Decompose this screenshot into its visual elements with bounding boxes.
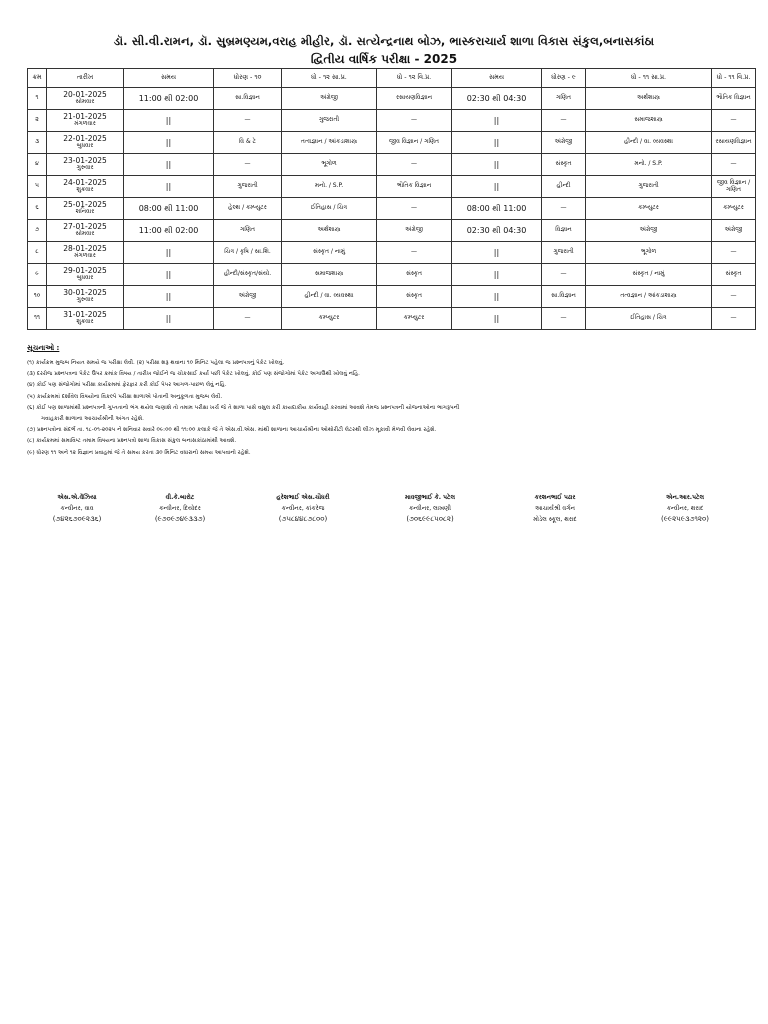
cell-std-11-arts: સંસ્કૃત / નામું	[586, 264, 712, 286]
cell-std-11-arts: સમાજશાસ્ત્ર	[586, 110, 712, 132]
document-subtitle: દ્વિતીય વાર્ષિક પરીક્ષા - 2025	[310, 52, 458, 66]
header-std-11-science: ધો - ૧૧ વિ.પ્ર.	[712, 69, 756, 88]
cell-std-12-science: સંસ્કૃત	[377, 264, 452, 286]
cell-std-12-arts: કમ્પ્યુટર	[282, 308, 377, 330]
signatory-name: એસ.એ.વેંઝિયા	[57, 494, 97, 501]
cell-std-10: સા.વિજ્ઞાન	[214, 88, 282, 110]
header-std-11-arts: ધો - ૧૧ સા.પ્ર.	[586, 69, 712, 88]
cell-std-11-science: —	[712, 286, 756, 308]
cell-std-10: અંગ્રેજી	[214, 286, 282, 308]
cell-date	[47, 176, 124, 198]
cell-time-2: ||	[452, 286, 542, 308]
signatory-school: મોડેલ સ્કૂલ, થરાદ	[533, 516, 577, 523]
header-time-1: સમય	[124, 69, 214, 88]
cell-std-9: ગણિત	[542, 88, 586, 110]
table-row	[28, 176, 756, 198]
cell-std-12-science: કમ્પ્યુટર	[377, 308, 452, 330]
cell-std-10: વિ & ટે	[214, 132, 282, 154]
cell-std-12-science: —	[377, 198, 452, 220]
cell-time-2: ||	[452, 264, 542, 286]
table-header-row	[28, 69, 756, 88]
cell-std-11-arts: મનો. / S.P.	[586, 154, 712, 176]
table-row	[28, 242, 756, 264]
header-std-12-science: ધો - ૧૨ વિ.પ્ર.	[377, 69, 452, 88]
cell-sr-no: ૭	[28, 220, 47, 242]
cell-std-10: ગણિત	[214, 220, 282, 242]
cell-sr-no: ૧૦	[28, 286, 47, 308]
signatory-name: હરેશભાઈ એસ.ચૌધરી	[276, 494, 330, 501]
cell-std-10: હીન્દી/સંસ્કૃત/સંયો.	[214, 264, 282, 286]
cell-date	[47, 308, 124, 330]
cell-std-10: ચિત્ર / કૃષિ / સા.શિ.	[214, 242, 282, 264]
cell-date	[47, 154, 124, 176]
cell-time-1: ||	[124, 154, 214, 176]
cell-time-2: 08:00 થી 11:00	[452, 198, 542, 220]
cell-sr-no: ૮	[28, 242, 47, 264]
cell-std-11-arts: હીન્દી / વા. વ્યવસ્થા	[586, 132, 712, 154]
cell-date	[47, 242, 124, 264]
cell-std-9: —	[542, 264, 586, 286]
signatory-role: આચાર્યશ્રી વર્ગન	[535, 505, 575, 512]
cell-std-12-arts: સંસ્કૃત / નામું	[282, 242, 377, 264]
cell-std-12-arts: ઈતિહાસ / ચિત્ર	[282, 198, 377, 220]
cell-time-1: 08:00 થી 11:00	[124, 198, 214, 220]
cell-std-9: ગુજરાતી	[542, 242, 586, 264]
signatory-block	[380, 492, 480, 525]
signatory-block	[630, 492, 740, 525]
signatory-role: કન્વીનર, થરાદ	[666, 505, 704, 512]
cell-std-11-science: સંસ્કૃત	[712, 264, 756, 286]
signatory-block	[130, 492, 230, 525]
signatory-phone: (૯૭૦૯૭૪૯૩૩૭)	[154, 515, 206, 523]
table-row	[28, 154, 756, 176]
cell-date	[47, 286, 124, 308]
cell-date-value: 24-01-2025	[63, 177, 107, 187]
cell-std-12-arts: તત્વજ્ઞાન / આંકડાશાસ્ત્ર	[282, 132, 377, 154]
cell-time-2: ||	[452, 154, 542, 176]
cell-date-value: 23-01-2025	[63, 155, 107, 165]
instruction-item: ગવાહકારી શાળાના આચાર્યશ્રીની અંગત રહેશે.	[41, 416, 144, 423]
signatory-phone: (૭૦૬૯૯૮૫૦૮૨)	[406, 515, 454, 523]
cell-std-12-arts: અંગ્રેજી	[282, 88, 377, 110]
instruction-item: (૬) કોઈ પણ શાળામાંથી પ્રશ્નપત્રની ગુપ્તતાનો ભંગ થયેલ જણાશે તો તમામ પરીક્ષા ખર્ચ જે તે શાળા પાસે વસુલ કરી કાયદાકીય કાર્યવાહી કરવામાં આવશે તેમજ પ્રશ્નપત્રની યોજનાઓના ભાગરૂપની	[27, 404, 460, 411]
cell-time-1: ||	[124, 264, 214, 286]
cell-time-2: ||	[452, 132, 542, 154]
signatory-phone: (૭૪૨૬૭૦૯૨૩૬)	[52, 515, 102, 523]
cell-std-12-science: સંસ્કૃત	[377, 286, 452, 308]
cell-sr-no: ૧	[28, 88, 47, 110]
cell-sr-no: ૯	[28, 264, 47, 286]
cell-date	[47, 110, 124, 132]
cell-sr-no: ૫	[28, 176, 47, 198]
table-row	[28, 110, 756, 132]
table-row	[28, 88, 756, 110]
signatory-phone: (૯૯૨૫૯૩૭૧૨૦)	[661, 515, 709, 523]
cell-std-9: વિજ્ઞાન	[542, 220, 586, 242]
cell-weekday: સોમવાર	[75, 230, 95, 238]
instruction-item: (૪) કોઈ પણ સંજોગોમાં પરીક્ષા કાર્યક્રમમાં ફેરફાર કરી કોઈ પેપર આગળ-પાછળ લેવું નહિ.	[27, 382, 227, 389]
table-row	[28, 220, 756, 242]
cell-std-11-science: જીવ વિજ્ઞાન / ગણિત	[712, 176, 756, 198]
cell-std-11-science: રસાયણવિજ્ઞાન	[712, 132, 756, 154]
cell-date-value: 29-01-2025	[63, 265, 107, 275]
cell-std-12-science: —	[377, 154, 452, 176]
signatory-name: એન.આર.પટેલ	[665, 494, 704, 501]
header-sr-no: ક્રમ	[28, 69, 47, 88]
table-body	[28, 88, 756, 330]
cell-date	[47, 198, 124, 220]
cell-date	[47, 220, 124, 242]
cell-date-value: 22-01-2025	[63, 133, 107, 143]
cell-std-11-arts: અર્થશાસ્ત્ર	[586, 88, 712, 110]
cell-std-10: —	[214, 154, 282, 176]
cell-time-2: ||	[452, 110, 542, 132]
cell-date-value: 31-01-2025	[63, 309, 107, 319]
cell-weekday: મંગળવાર	[74, 252, 96, 260]
cell-std-9: અંગ્રેજી	[542, 132, 586, 154]
cell-std-9: —	[542, 110, 586, 132]
cell-date-value: 20-01-2025	[63, 89, 107, 99]
cell-std-9: —	[542, 198, 586, 220]
cell-sr-no: ૨	[28, 110, 47, 132]
table-row	[28, 286, 756, 308]
cell-std-9: હીન્દી	[542, 176, 586, 198]
instruction-item: (૭) પ્રશ્નપત્રોના સંદર્ભ તા. ૧૮-૦૧-૨૦૨૫ ને શનિવાર સવારે ૦૯:૦૦ થી ૧૧:૦૦ કલાકે જે તે એસ.વી.એસ. માંથી શાળાના આચાર્યશ્રીના ઓથોરીટી લેટરથી લીઝ મૂકાવી મેળવી લેવાના રહેશે.	[27, 427, 437, 434]
cell-std-9: સા.વિજ્ઞાન	[542, 286, 586, 308]
cell-std-9: સંસ્કૃત	[542, 154, 586, 176]
cell-date-value: 27-01-2025	[63, 221, 107, 231]
signatory-block	[248, 492, 358, 525]
cell-std-12-arts: અર્થશાસ્ત્ર	[282, 220, 377, 242]
table-row	[28, 264, 756, 286]
signatory-role: કન્વીનર, વાવ	[60, 505, 94, 512]
cell-weekday: બુધવાર	[76, 274, 94, 282]
cell-time-2: 02:30 થી 04:30	[452, 88, 542, 110]
cell-sr-no: ૬	[28, 198, 47, 220]
cell-sr-no: ૪	[28, 154, 47, 176]
cell-time-1: ||	[124, 132, 214, 154]
table-row	[28, 308, 756, 330]
header-date: તારીખ	[47, 69, 124, 88]
cell-time-2: ||	[452, 176, 542, 198]
cell-time-1: ||	[124, 286, 214, 308]
cell-std-11-science: કમ્પ્યુટર	[712, 198, 756, 220]
document-title: ડૉ. સી.વી.રામન, ડૉ. સુબ્રમણ્યમ,વરાહ મીહીર, ડૉ. સત્યેન્દ્રનાથ બોઝ, ભાસ્કરાચાર્ય શાળા વિકાસ સંકુલ,બનાસકાંઠા	[113, 34, 655, 48]
cell-std-11-science: —	[712, 242, 756, 264]
cell-time-1: ||	[124, 242, 214, 264]
cell-time-2: 02:30 થી 04:30	[452, 220, 542, 242]
cell-time-1: ||	[124, 308, 214, 330]
header-std-12-arts: ધો - ૧૨ સા.પ્ર.	[282, 69, 377, 88]
signatory-role: કન્વીનર, લાખણી	[409, 505, 451, 512]
instruction-item: (૫) કાર્યક્રમમાં દર્શાવેલ વિષયોના વિકલ્પે પરીક્ષા શાળાએ પોતાની અનુકૂળતા મુજબ લેવી.	[27, 393, 223, 400]
cell-date-value: 21-01-2025	[63, 111, 107, 121]
signatory-block	[500, 492, 610, 525]
signatory-role: કન્વીનર, દિયોદર	[159, 505, 201, 512]
cell-std-12-arts: સમાજશાસ્ત્ર	[282, 264, 377, 286]
cell-date	[47, 264, 124, 286]
cell-std-11-arts: તત્વજ્ઞાન / આંકડાશાસ્ત્ર	[586, 286, 712, 308]
cell-std-12-science: ભૌતિક વિજ્ઞાન	[377, 176, 452, 198]
cell-std-12-science: રસાયણવિજ્ઞાન	[377, 88, 452, 110]
cell-std-12-arts: મનો. / S.P.	[282, 176, 377, 198]
cell-std-11-arts: ગુજરાતી	[586, 176, 712, 198]
cell-std-11-science: —	[712, 154, 756, 176]
cell-std-12-science: —	[377, 242, 452, 264]
notes-heading: સૂચનાઓ :	[27, 344, 60, 352]
cell-time-1: 11:00 થી 02:00	[124, 88, 214, 110]
cell-sr-no: ૧૧	[28, 308, 47, 330]
header-time-2: સમય	[452, 69, 542, 88]
cell-std-10: હેલ્થ / કમ્પ્યુટર	[214, 198, 282, 220]
cell-std-10: —	[214, 110, 282, 132]
cell-time-1: ||	[124, 176, 214, 198]
cell-std-11-science: ભૌતિક વિજ્ઞાન	[712, 88, 756, 110]
signatory-phone: (૭૫૮૪૪૮૭૮૦૦)	[278, 515, 328, 523]
instruction-item: (૮) કાર્યક્રમમાં સમાવિષ્ટ તમામ વિષયના પ્રશ્નપત્રો શાળા વિકાસ સંકુલ બનાસકાંઠામાંથી આવશે.	[27, 438, 237, 445]
cell-std-12-science: જીવ વિજ્ઞાન / ગણિત	[377, 132, 452, 154]
cell-date	[47, 88, 124, 110]
exam-schedule-table	[27, 68, 756, 330]
cell-std-11-science: —	[712, 110, 756, 132]
header-std-9: ધોરણ - ૯	[542, 69, 586, 88]
cell-std-12-arts: ગુજરાતી	[282, 110, 377, 132]
header-std-10: ધોરણ - ૧૦	[214, 69, 282, 88]
cell-weekday: સોમવાર	[75, 98, 95, 106]
cell-weekday: શુક્રવાર	[76, 318, 94, 326]
signatory-block	[27, 492, 127, 525]
cell-date-value: 28-01-2025	[63, 243, 107, 253]
cell-std-11-arts: કમ્પ્યુટર	[586, 198, 712, 220]
instruction-item: (૯) ધોરણ ૧૧ અને ૧૨ વિજ્ઞાન પ્રવાહમાં જે તે સમય કરતા ૩૦ મિનિટ વધારાનો સમય આપવાનો રહેશે.	[27, 449, 251, 456]
cell-time-1: ||	[124, 110, 214, 132]
cell-std-11-arts: ભૂગોળ	[586, 242, 712, 264]
cell-date-value: 25-01-2025	[63, 199, 107, 209]
cell-time-2: ||	[452, 242, 542, 264]
signatory-name: વી.કે.બારોટ	[165, 494, 195, 501]
cell-weekday: બુધવાર	[76, 142, 94, 150]
cell-std-9: —	[542, 308, 586, 330]
cell-std-10: ગુજરાતી	[214, 176, 282, 198]
signatory-role: કન્વીનર, કાંકરેજ	[281, 505, 325, 512]
instructions-list	[27, 358, 755, 459]
cell-std-12-science: —	[377, 110, 452, 132]
cell-weekday: ગુરુવાર	[76, 296, 94, 304]
cell-std-11-science: —	[712, 308, 756, 330]
cell-std-12-science: અંગ્રેજી	[377, 220, 452, 242]
instruction-item: (૧) કાર્યક્રમ મુજબ નિયત સમયે જ પરીક્ષા લેવી. (૨) પરીક્ષા શરૂ થવાના ૧૦ મિનિટ પહેલા જ પ્રશ્નપત્રનું પેકેટ ખોલવું.	[27, 360, 285, 366]
cell-date	[47, 132, 124, 154]
cell-std-12-arts: ભૂગોળ	[282, 154, 377, 176]
cell-weekday: શુક્રવાર	[76, 186, 94, 194]
instruction-item: (૩) દરરોજ પ્રશ્નપત્રના પેકેટ ઉપર ક્રમાંક વિષય / તારીખ જોઈને જ ચોકસાઈ કર્યા પછી પેકેટ ખોલવું. કોઈ પણ સંજોગોમાં પેકેટ અગાઉથી ખોલવું નહિ.	[27, 371, 360, 378]
cell-std-11-arts: ઈતિહાસ / ચિત્ર	[586, 308, 712, 330]
cell-sr-no: ૩	[28, 132, 47, 154]
cell-date-value: 30-01-2025	[63, 287, 107, 297]
cell-std-11-arts: અંગ્રેજી	[586, 220, 712, 242]
cell-std-12-arts: હીન્દી / વા. વ્યવસ્થા	[282, 286, 377, 308]
signatory-name: માવજીભાઈ કે. પટેલ	[404, 494, 456, 501]
cell-std-10: —	[214, 308, 282, 330]
cell-weekday: મંગળવાર	[74, 120, 96, 128]
table-row	[28, 198, 756, 220]
cell-std-11-science: અંગ્રેજી	[712, 220, 756, 242]
cell-time-1: 11:00 થી 02:00	[124, 220, 214, 242]
cell-weekday: શનિવાર	[75, 208, 95, 216]
cell-time-2: ||	[452, 308, 542, 330]
cell-weekday: ગુરુવાર	[76, 164, 94, 172]
table-row	[28, 132, 756, 154]
signatory-name: કરશનભાઈ પઢાર	[534, 494, 576, 501]
